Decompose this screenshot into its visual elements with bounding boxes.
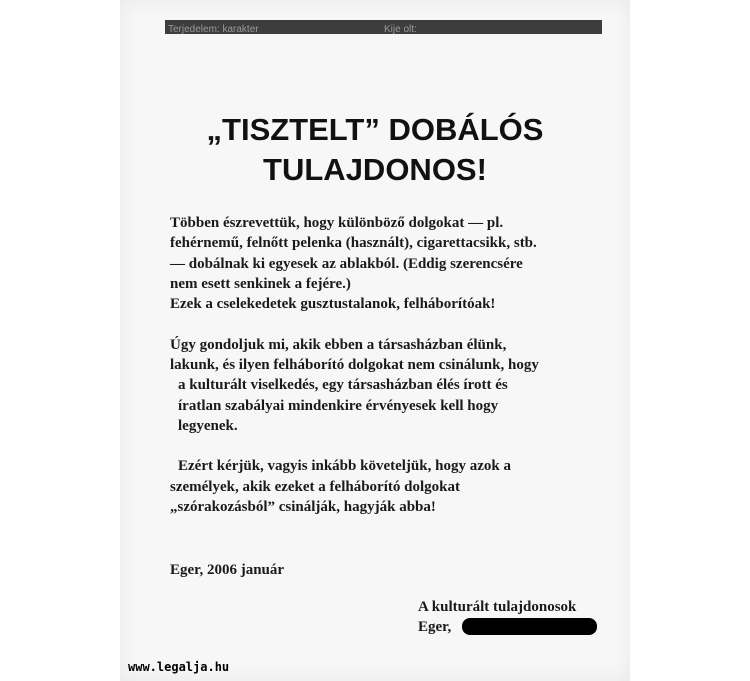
place-and-date: Eger, 2006 január [170,562,285,578]
notice-title-line-1: „TISZTELT” DOBÁLÓS [206,112,544,147]
paragraph-2-line: íratlan szabályai mindenkire érvényesek kell hogy [178,398,499,414]
paragraph-2-line: a kulturált viselkedés, egy társasházban élés írott és [178,377,508,393]
paragraph-1-line: Többen észrevettük, hogy különböző dolgokat — pl. [170,215,504,231]
paragraph-2-line: legyenek. [178,418,238,434]
notice-title-line-2: TULAJDONOS! [263,152,487,187]
paragraph-1-line: — dobálnak ki egyesek az ablakból. (Eddig szerencsére [170,256,523,272]
paragraph-1-line: nem esett senkinek a fejére.) [170,276,351,292]
paragraph-1-line: Ezek a cselekedetek gusztustalanok, felháborítóak! [170,296,496,312]
paragraph-3-line: „szórakozásból” csinálják, hagyják abba! [170,499,436,515]
redaction-mark [462,618,597,635]
header-date-label: Kije olt: [384,24,417,35]
paragraph-2-line: Úgy gondoljuk mi, akik ebben a társasházban élünk, [170,337,507,353]
signature-line-2: Eger, [418,619,452,635]
signature-line-1: A kulturált tulajdonosok [418,599,577,615]
paragraph-3-line: Ezért kérjük, vagyis inkább követeljük, hogy azok a [178,458,511,474]
header-length-label: Terjedelem: karakter [168,24,259,35]
paragraph-3-line: személyek, akik ezeket a felháborító dolgokat [170,479,460,495]
paragraph-1-line: fehérnemű, felnőtt pelenka (használt), cigarettacsikk, stb. [170,235,537,251]
paragraph-2-line: lakunk, és ilyen felháborító dolgokat nem csinálunk, hogy [170,357,539,373]
site-watermark: www.legalja.hu [128,660,230,674]
